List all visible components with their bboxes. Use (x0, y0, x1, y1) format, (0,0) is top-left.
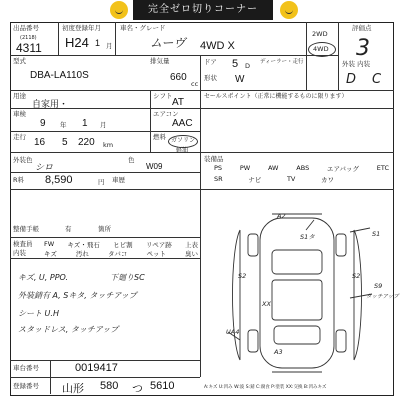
diagram-mark: S1 (372, 230, 381, 238)
color-code-label: 色 (128, 156, 135, 164)
diagram-mark: XX (262, 300, 271, 308)
shift-label: シフト (153, 92, 173, 100)
mileage-a: 16 (34, 137, 46, 148)
model-name: ムーヴ (150, 36, 186, 50)
drive-4wd: 4WD (313, 45, 329, 53)
fuel-label: 燃料 (153, 133, 166, 141)
inspect-item: ペット (146, 250, 166, 258)
damage-legend: A:キズ U:凹み W:波 S:錆 C:腐食 P:塗装 XX:交換 B:凹みキズ (204, 385, 327, 390)
plate-label: 登録番号 (13, 382, 39, 390)
lot-number: 4311 (16, 41, 42, 55)
equipment-row (214, 164, 389, 173)
rule (306, 22, 307, 90)
wheel (248, 234, 258, 256)
car-side-left (233, 230, 241, 360)
lot-label: 出品番号 (13, 24, 39, 32)
model-label: 車名・グレード (120, 24, 166, 32)
note-line-1b: 下廻りSC (110, 273, 145, 282)
equip-item: エアバッグ (326, 165, 359, 173)
body-value: W (235, 74, 245, 85)
diagram-mark: A2 (277, 212, 286, 220)
note-line-2: 外装錆有 A, Sキタ, タッチアップ (18, 291, 137, 300)
inspect-item: キズ (44, 250, 57, 258)
diagram-mark: S2 (352, 272, 361, 280)
body-label: 形状 (204, 74, 217, 82)
fuel-value: ガソリン (171, 137, 196, 144)
score-value: 3 (356, 36, 370, 61)
rule (150, 90, 151, 152)
equip-item: PS (214, 164, 223, 172)
chassis-label: 車台番号 (13, 364, 39, 372)
plate-number: 5610 (150, 380, 175, 392)
mileage-c: 220 (78, 137, 95, 148)
car-side-right (354, 230, 362, 360)
car-outline-top (260, 218, 334, 368)
diagram-mark: S9 (374, 282, 383, 290)
equip-item: SR (214, 175, 223, 183)
rule (10, 258, 200, 259)
reg-year: H24 (65, 35, 89, 50)
door-value: 5 (232, 58, 239, 70)
mascot-left-icon (110, 1, 128, 19)
fee-label: R料 (13, 176, 25, 184)
shift-value: AT (172, 97, 185, 108)
interior-label: 内装 (13, 249, 26, 257)
interior-items (44, 249, 198, 258)
record-place: 箇所 (98, 225, 111, 233)
corner-banner: 完全ゼロ切りコーナー (133, 0, 273, 20)
windshield (272, 250, 322, 274)
exterior-score: D (346, 72, 357, 87)
exterior-color-label: 外装色 (13, 156, 33, 164)
equip-item: AW (267, 164, 279, 172)
exterior-color: シロ (35, 163, 54, 173)
note-line-3: シート U.H (18, 309, 59, 318)
rule (10, 131, 200, 132)
inspect-item: 上表 (184, 241, 198, 249)
inspection-label: 車検 (13, 110, 26, 118)
equipment-label: 装備品 (204, 155, 224, 163)
wheel (248, 330, 258, 352)
type-value: DBA-LA110S (30, 70, 89, 81)
diagram-mark: S2 (238, 272, 247, 280)
diagram-mark: A3 (274, 348, 283, 356)
diagram-mark: UA4 (226, 328, 240, 336)
plate-region: 山形 (62, 383, 84, 395)
wheel (336, 234, 346, 256)
rule (10, 360, 200, 361)
mileage-label: 走行 (13, 133, 26, 141)
scores-label: 外装 内装 (342, 60, 371, 68)
color-code: W09 (146, 162, 163, 171)
plate-class: 580 (100, 380, 119, 392)
mileage-b: 5 (62, 137, 68, 148)
rule (200, 90, 201, 189)
equip-item: ナビ (248, 176, 262, 184)
score-label: 評価点 (352, 24, 372, 32)
year-label: 初度登録年月 (62, 24, 101, 32)
history-label: 車歴 (112, 176, 125, 184)
inspector-label: 検査員 (13, 240, 33, 248)
mileage-unit: km (103, 141, 114, 149)
diagram-mark: S1タ (300, 233, 315, 241)
cc-value: 660 (170, 72, 187, 83)
inspect-item: FW (44, 240, 55, 248)
rule (50, 360, 51, 394)
inspect-item: 臭い (185, 250, 198, 258)
equip-item: カワ (321, 176, 334, 184)
car-diagram (200, 190, 394, 378)
note-line-1: キズ, U, PPO. (18, 273, 69, 282)
rule (338, 22, 339, 90)
usage-value: 自家用・ (32, 99, 69, 109)
diagram-mark: タッチアップ (366, 294, 399, 300)
rule (115, 22, 116, 55)
equip-item: ABS (296, 164, 310, 172)
usage-label: 用途 (13, 92, 26, 100)
grade: 4WD X (200, 40, 235, 52)
reg-month-unit: 月 (106, 42, 113, 50)
inspection-year: 9 (40, 118, 46, 129)
equipment-row-2 (214, 175, 334, 184)
rule (200, 152, 394, 153)
ac-value: AAC (172, 118, 193, 129)
sales-point-label: セールスポイント（正常に機能するものに限ります） (204, 93, 348, 100)
inspect-item: 汚れ (75, 250, 89, 258)
rule (10, 90, 394, 91)
fee-unit: 円 (98, 178, 105, 186)
drive-2wd: 2WD (312, 30, 328, 38)
note-line-4: スタッドレス, タッチアップ (18, 325, 119, 334)
inspect-item: タバコ (107, 250, 128, 258)
plate-kana: つ (132, 383, 143, 395)
record-label: 整備手帳 (13, 225, 39, 233)
record-yes: 有 (65, 225, 72, 233)
cc-unit: cc (191, 80, 199, 88)
mascot-right-icon (280, 1, 298, 19)
rear-window (274, 326, 320, 344)
equip-item: TV (286, 175, 296, 183)
rule (200, 55, 201, 90)
rule (10, 152, 200, 153)
door-label: ドア (204, 58, 217, 66)
rule (10, 55, 338, 56)
inspector-items (44, 240, 198, 249)
equip-item: ETC (376, 164, 389, 172)
inspection-month-unit: 月 (100, 121, 107, 129)
inspect-item: ヒビ割 (113, 241, 133, 249)
rule (10, 377, 200, 378)
type-label: 型式 (13, 57, 26, 65)
door-unit: D (245, 62, 251, 70)
inspect-item: リペア跡 (145, 241, 172, 249)
interior-score: C (372, 72, 382, 87)
rule (58, 22, 59, 55)
roof (272, 280, 322, 320)
inspection-year-unit: 年 (60, 121, 67, 129)
cc-label: 排気量 (150, 57, 170, 65)
fee-value: 8,590 (45, 174, 73, 186)
rule (10, 237, 200, 238)
dealer-label: ディーラー・走行 (260, 59, 304, 65)
fuel-sub: 軽油 (176, 147, 189, 154)
chassis-number: 0019417 (75, 362, 118, 374)
ac-label: エアコン (153, 110, 179, 118)
lot-small: (2118) (20, 35, 37, 41)
leader-line (306, 220, 314, 230)
inspect-item: キズ・飛石 (67, 241, 100, 249)
wheel (336, 330, 346, 352)
leader-line (350, 228, 370, 232)
reg-month: 1 (95, 38, 101, 48)
equip-item: PW (239, 164, 251, 172)
inspection-month: 1 (82, 118, 88, 129)
